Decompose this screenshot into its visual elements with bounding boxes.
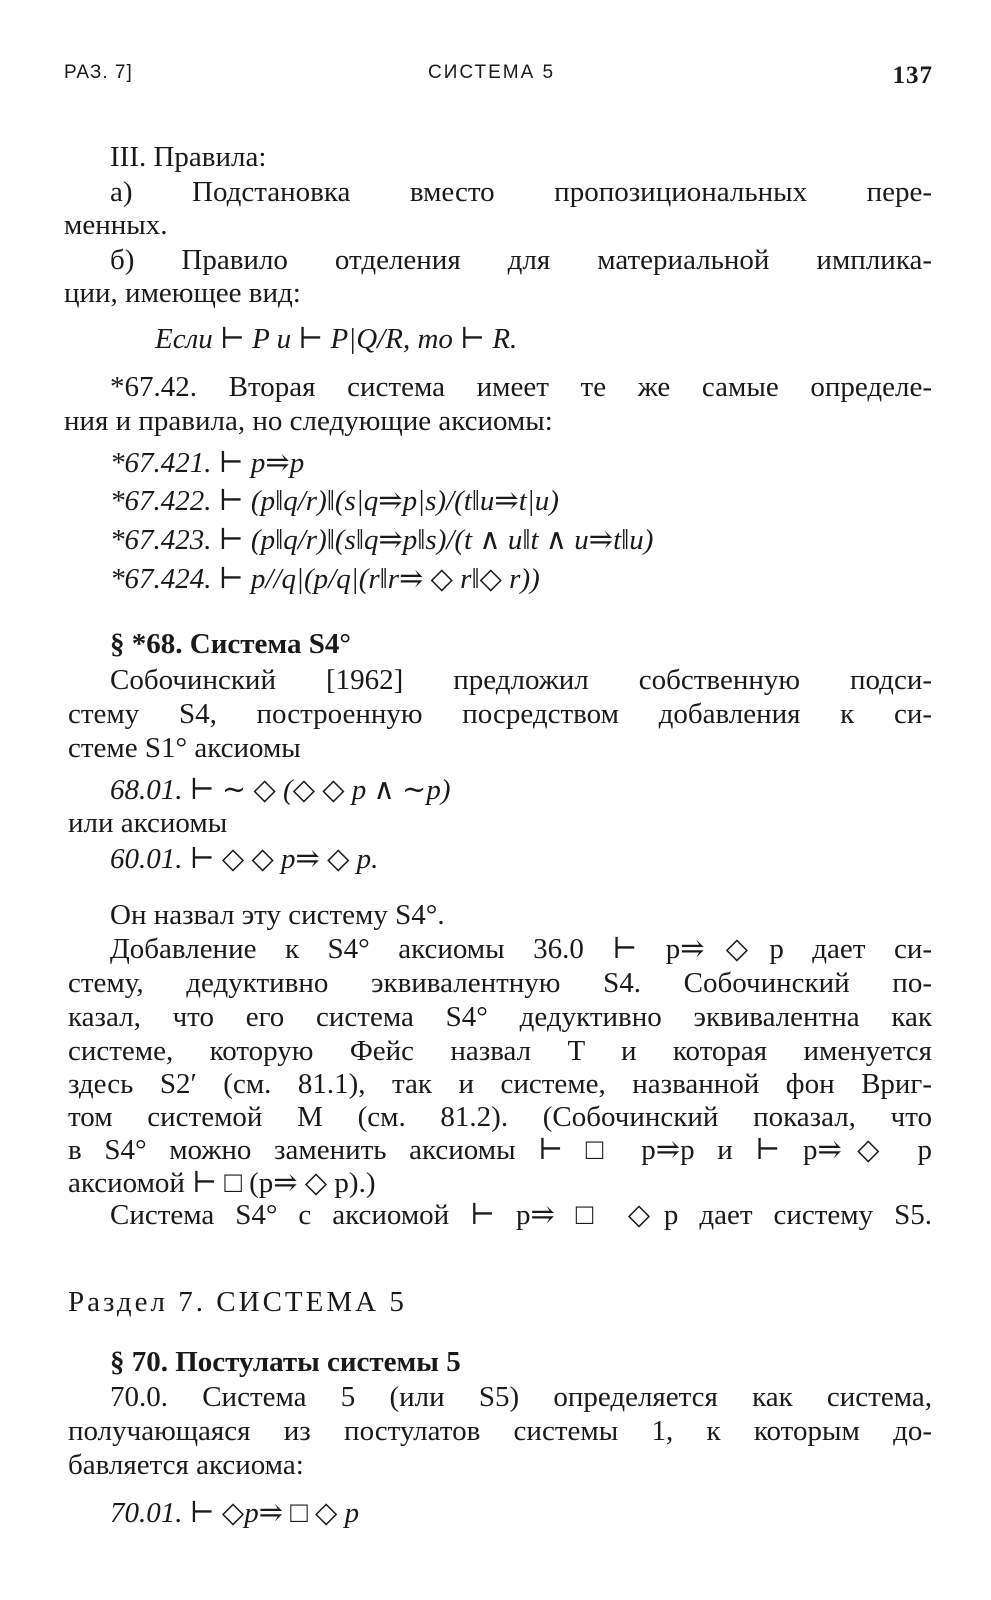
paragraph-line: Собочинский [1962] предложил собственную подси- <box>110 664 932 696</box>
paragraph-line: ции, имеющее вид: <box>64 277 301 309</box>
page-number: 137 <box>892 62 933 89</box>
paragraph-line: том системой M (см. 81.2). (Собочинский показал, что <box>68 1101 932 1133</box>
paragraph-line: менных. <box>64 209 168 241</box>
section-heading: § *68. Система S4° <box>110 628 351 660</box>
paragraph-line: системе, которую Фейс назвал T и которая именуется <box>68 1035 932 1067</box>
section-heading: § 70. Постулаты системы 5 <box>110 1346 461 1378</box>
formula-line: 68.01. ⊢ ∼ ◇ (◇ ◇ p ∧ ∼p) <box>110 774 451 806</box>
paragraph-line: Система S4° с аксиомой ⊢ p⥤ □ ◇p дает систему S5. <box>110 1199 932 1231</box>
axiom-line: *67.423. ⊢ (p‖q/r)‖(s‖q⥤p‖s)/(t ∧ u‖t ∧ u⥤t‖u) <box>110 524 654 556</box>
axiom-line: *67.424. ⊢ p//q|(p/q|(r‖r⥤ ◇ r‖◇ r)) <box>110 563 540 595</box>
paragraph-line: а) Подстановка вместо пропозициональных пере- <box>110 176 932 208</box>
running-head-section: РАЗ. 7] <box>64 62 133 83</box>
formula-line: 60.01. ⊢ ◇ ◇ p⥤ ◇ p. <box>110 843 379 875</box>
chapter-heading: Раздел 7. СИСТЕМА 5 <box>68 1286 407 1318</box>
paragraph-line: аксиомой ⊢ □ (p⥤ ◇ p).) <box>68 1167 376 1199</box>
paragraph-line: ния и правила, но следующие аксиомы: <box>64 405 553 437</box>
paragraph-line: казал, что его система S4° дедуктивно эквивалентна как <box>68 1001 932 1033</box>
paragraph-line: б) Правило отделения для материальной имплика- <box>110 244 932 276</box>
rules-heading: III. Правила: <box>110 141 267 173</box>
axiom-line: *67.421. ⊢ p⥤p <box>110 447 305 479</box>
running-head-title: СИСТЕМА 5 <box>428 62 556 83</box>
paragraph-line: в S4° можно заменить аксиомы ⊢ □ p⥤p и ⊢ p⥤◇ p <box>68 1134 932 1166</box>
paragraph-line: бавляется аксиома: <box>68 1449 304 1481</box>
paragraph-line: или аксиомы <box>68 807 228 839</box>
axiom-line: *67.422. ⊢ (p‖q/r)‖(s|q⥤p|s)/(t‖u⥤t|u) <box>110 485 559 517</box>
paragraph-line: стеме S1° аксиомы <box>68 732 301 764</box>
paragraph-line: стему, дедуктивно эквивалентную S4. Собочинский по- <box>68 967 932 999</box>
paragraph-line: *67.42. Вторая система имеет те же самые определе- <box>110 371 932 403</box>
paragraph-line: здесь S2′ (см. 81.1), так и системе, названной фон Вриг- <box>68 1068 932 1100</box>
paragraph-line: 70.0. Система 5 (или S5) определяется как система, <box>110 1381 932 1413</box>
formula-line: 70.01. ⊢ ◇p⥤ □ ◇ p <box>110 1497 360 1529</box>
paragraph-line: стему S4, построенную посредством добавления к си- <box>68 698 932 730</box>
formula-line: Если ⊢ P и ⊢ P|Q/R, то ⊢ R. <box>155 323 518 355</box>
paragraph-line: получающаяся из постулатов системы 1, к которым до- <box>68 1415 932 1447</box>
paragraph-line: Добавление к S4° аксиомы 36.0 ⊢ p⥤◇p дает си- <box>110 933 932 965</box>
paragraph-line: Он назвал эту систему S4°. <box>110 899 445 931</box>
